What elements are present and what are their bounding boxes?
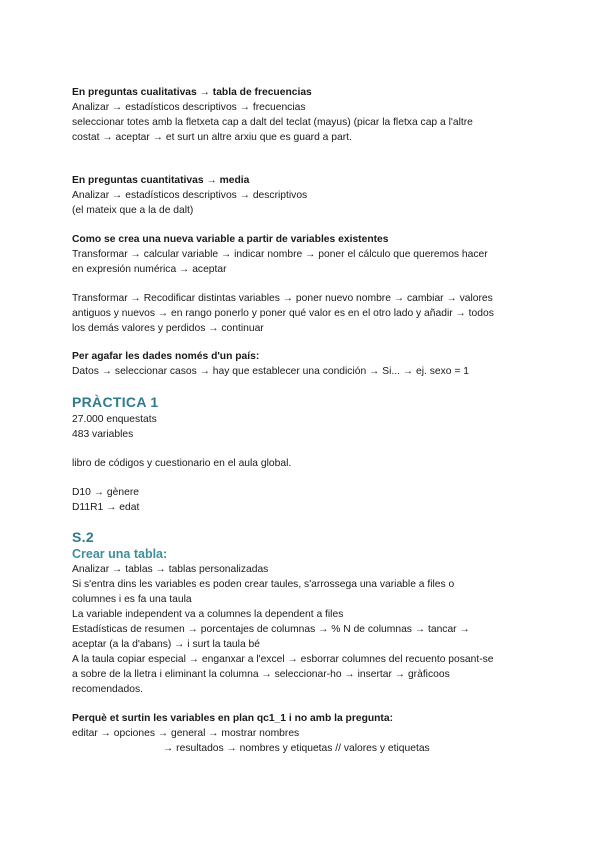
text-line: en expresión numérica → aceptar (72, 264, 227, 275)
practica-title: PRÀCTICA 1 (72, 394, 159, 410)
text-line: Si s'entra dins les variables es poden crear taules, s'arrossega una variable a files o (72, 579, 455, 590)
text-line: 483 variables (72, 429, 134, 440)
text-line: Transformar → calcular variable → indicar nombre → poner el cálculo que queremos hacer (72, 249, 488, 260)
text-line: 27.000 enquestats (72, 414, 157, 425)
text-line: Datos → seleccionar casos → hay que establecer una condición → Si... → ej. sexo = 1 (72, 366, 469, 377)
heading-cuantitativas: En preguntas cuantitativas → media (72, 175, 250, 186)
text-line: La variable independent va a columnes la dependent a files (72, 609, 344, 620)
heading-nueva-variable: Como se crea una nueva variable a partir de variables existentes (72, 234, 389, 245)
heading-variables-plan: Perquè et surtin les variables en plan qc1_1 i no amb la pregunta: (72, 713, 394, 724)
text-line: a sobre de la lletra i eliminant la columna → seleccionar-ho → insertar → gràficoos (72, 669, 450, 680)
text-line: seleccionar totes amb la fletxeta cap a dalt del teclat (mayus) (picar la fletxa cap a l'altre (72, 117, 473, 128)
text-line: columnes i es fa una taula (72, 594, 192, 605)
heading-cualitativas: En preguntas cualitativas → tabla de frecuencias (72, 87, 312, 98)
text-line: (el mateix que a la de dalt) (72, 205, 194, 216)
s2-title: S.2 (72, 529, 94, 545)
text-line-indented: → resultados → nombres y etiquetas // valores y etiquetas (163, 743, 430, 754)
text-line: costat → aceptar → et surt un altre arxiu que es guard a part. (72, 132, 352, 143)
text-line: D11R1 → edat (72, 502, 140, 513)
text-line: Estadísticas de resumen → porcentajes de columnas → % N de columnas → tancar → (72, 624, 470, 635)
text-line: D10 → gènere (72, 487, 139, 498)
s2-subtitle: Crear una tabla: (72, 547, 168, 561)
text-line: aceptar (a la d'abans) → i surt la taula bé (72, 639, 260, 650)
text-line: los demás valores y perdidos → continuar (72, 323, 264, 334)
text-line: libro de códigos y cuestionario en el aula global. (72, 458, 292, 469)
text-line: antiguos y nuevos → en rango ponerlo y poner qué valor es en el otro lado y añadir → todos (72, 308, 494, 319)
text-line: Analizar → estadísticos descriptivos → descriptivos (72, 190, 308, 201)
heading-pais: Per agafar les dades només d'un país: (72, 351, 260, 362)
text-line: recomendados. (72, 684, 143, 695)
text-line: Analizar → tablas → tablas personalizadas (72, 564, 269, 575)
text-line: Transformar → Recodificar distintas variables → poner nuevo nombre → cambiar → valores (72, 293, 493, 304)
text-line: A la taula copiar especial → enganxar a l'excel → esborrar columnes del recuento posant-se (72, 654, 494, 665)
text-line: editar → opciones → general → mostrar nombres (72, 728, 300, 739)
text-line: Analizar → estadísticos descriptivos → frecuencias (72, 102, 306, 113)
